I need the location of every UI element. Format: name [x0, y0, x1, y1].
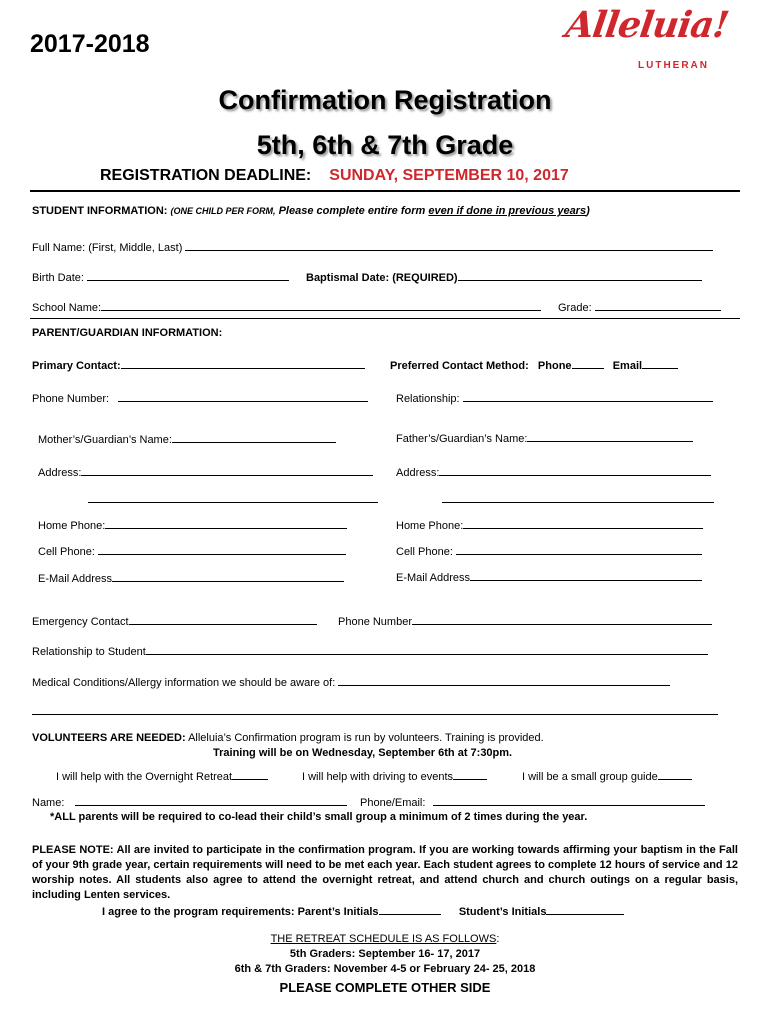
- mother-address-label: Address:: [38, 467, 82, 479]
- emergency-contact-label: Emergency Contact: [32, 616, 129, 628]
- emergency-phone-row: [338, 614, 712, 628]
- parent-initials-field[interactable]: [379, 904, 441, 915]
- emergency-contact-row: [32, 614, 317, 628]
- baptismal-date-label: Baptismal Date: (REQUIRED): [306, 272, 458, 284]
- student-note-end: ): [586, 205, 590, 217]
- full-name-row: [32, 240, 713, 254]
- mother-address-line2[interactable]: [88, 492, 378, 503]
- student-note-main: Please complete entire form: [275, 205, 429, 217]
- school-name-label: School Name:: [32, 302, 102, 314]
- medical-label: Medical Conditions/Allergy information we should be aware of:: [32, 677, 336, 689]
- mother-name-field[interactable]: [172, 432, 336, 443]
- mother-name-label: Mother’s/Guardian’s Name:: [38, 434, 172, 446]
- father-address-label: Address:: [396, 467, 440, 479]
- emergency-relationship-field[interactable]: [146, 644, 708, 655]
- retreat-schedule-heading: [0, 933, 770, 945]
- emergency-phone-label: Phone Number: [338, 616, 412, 628]
- phone-number-label: Phone Number:: [32, 393, 110, 405]
- retreat-heading-colon: :: [496, 933, 500, 945]
- form-title: Confirmation Registration: [218, 85, 552, 115]
- father-address-row: [396, 465, 711, 479]
- mother-home-phone-label: Home Phone:: [38, 520, 106, 532]
- please-note-paragraph: PLEASE NOTE: All are invited to participate in the confirmation program. If you are working towards affirming your baptism in the Fall of your 9th grade year, certain requirements will need to be met each year. Each student agrees to complete 12 hours of service and 12 worship notes. All students also agree to attend the overnight retreat, and attend church and church outings on a regular basis, including Lenten services.: [32, 844, 738, 901]
- complete-other-side: PLEASE COMPLETE OTHER SIDE: [279, 980, 491, 995]
- primary-contact-label: Primary Contact:: [32, 360, 121, 372]
- father-home-phone-field[interactable]: [463, 518, 703, 529]
- volunteer-name-label: Name:: [32, 797, 65, 809]
- father-address-field[interactable]: [439, 465, 711, 476]
- emergency-relationship-label: Relationship to Student: [32, 646, 146, 658]
- emergency-relationship-row: [32, 644, 708, 658]
- driving-option-label: I will help with driving to events: [302, 771, 454, 783]
- parent-initials-label: I agree to the program requirements: Parent’s Initials: [102, 906, 379, 918]
- training-date: Training will be on Wednesday, September 6th at 7:30pm.: [213, 747, 513, 759]
- volunteer-name-field[interactable]: [75, 795, 347, 806]
- retreat-5th-grade: 5th Graders: September 16- 17, 2017: [289, 948, 481, 960]
- mother-home-phone-field[interactable]: [105, 518, 347, 529]
- baptismal-date-field[interactable]: [458, 270, 702, 281]
- student-heading-label: STUDENT INFORMATION:: [32, 205, 168, 217]
- mother-cell-phone-row: [38, 544, 346, 558]
- volunteer-phone-email-row: [360, 795, 705, 809]
- retreat-6th-7th-grade: 6th & 7th Graders: November 4-5 or February 24- 25, 2018: [234, 963, 536, 975]
- small-group-option-field[interactable]: [658, 769, 692, 780]
- phone-number-field[interactable]: [118, 391, 368, 402]
- birth-date-label: Birth Date:: [32, 272, 84, 284]
- phone-option-label: Phone: [537, 360, 572, 372]
- grade-row: [558, 300, 721, 314]
- mother-cell-phone-field[interactable]: [98, 544, 346, 555]
- deadline-label: REGISTRATION DEADLINE:: [100, 167, 312, 184]
- father-email-field[interactable]: [470, 570, 702, 581]
- relationship-label: Relationship:: [396, 393, 460, 405]
- parent-info-heading: PARENT/GUARDIAN INFORMATION:: [32, 327, 223, 339]
- parent-requirement: *ALL parents will be required to co-lead their child’s small group a minimum of 2 times during the year.: [50, 811, 588, 823]
- grade-field[interactable]: [595, 300, 721, 311]
- volunteer-phone-email-label: Phone/Email:: [360, 797, 426, 809]
- retreat-heading-text: THE RETREAT SCHEDULE IS AS FOLLOWS: [270, 933, 497, 945]
- deadline-date: SUNDAY, SEPTEMBER 10, 2017: [329, 167, 569, 184]
- father-address-line2[interactable]: [442, 492, 714, 503]
- emergency-phone-field[interactable]: [412, 614, 712, 625]
- father-home-phone-label: Home Phone:: [396, 520, 464, 532]
- grade-label: Grade:: [558, 302, 592, 314]
- phone-number-row: [32, 391, 368, 405]
- form-subtitle: 5th, 6th & 7th Grade: [256, 130, 514, 160]
- preferred-method-label: Preferred Contact Method:: [390, 360, 529, 372]
- volunteers-heading: VOLUNTEERS ARE NEEDED:: [32, 732, 186, 744]
- medical-field[interactable]: [338, 675, 670, 686]
- birth-date-row: [32, 270, 289, 284]
- preferred-method-row: [390, 358, 678, 372]
- full-name-field[interactable]: [185, 240, 713, 251]
- volunteer-phone-email-field[interactable]: [433, 795, 705, 806]
- retreat-option-field[interactable]: [232, 769, 268, 780]
- mother-email-field[interactable]: [112, 571, 344, 582]
- mother-address-row: [38, 465, 373, 479]
- student-info-heading: [32, 205, 590, 217]
- agreement-row: [102, 904, 624, 918]
- email-option-field[interactable]: [642, 358, 678, 369]
- driving-option-row: [302, 769, 487, 783]
- small-group-option-label: I will be a small group guide: [522, 771, 658, 783]
- alleluia-logo: [560, 2, 735, 74]
- volunteers-row: [32, 732, 544, 744]
- primary-contact-field[interactable]: [121, 358, 365, 369]
- father-email-row: [396, 570, 702, 584]
- father-cell-phone-label: Cell Phone:: [396, 546, 453, 558]
- relationship-row: [396, 391, 713, 405]
- form-year: 2017-2018: [30, 30, 150, 58]
- retreat-option-row: [56, 769, 268, 783]
- full-name-label: Full Name: (First, Middle, Last): [32, 242, 183, 254]
- student-note-underlined: even if done in previous years: [428, 205, 587, 217]
- father-name-field[interactable]: [527, 431, 693, 442]
- registration-deadline: [100, 167, 569, 185]
- mother-home-phone-row: [38, 518, 347, 532]
- student-initials-label: Student’s Initials: [458, 906, 547, 918]
- mother-name-row: [38, 432, 336, 446]
- father-cell-phone-row: [396, 544, 702, 558]
- baptismal-date-row: [306, 270, 702, 284]
- primary-contact-row: [32, 358, 365, 372]
- small-group-option-row: [522, 769, 692, 783]
- birth-date-field[interactable]: [87, 270, 289, 281]
- medical-line2[interactable]: [32, 704, 718, 715]
- phone-option-field[interactable]: [572, 358, 604, 369]
- medical-row: [32, 675, 670, 689]
- student-note-small: (ONE CHILD PER FORM,: [170, 206, 276, 216]
- mother-address-field[interactable]: [81, 465, 373, 476]
- logo-script: Alleluia!: [563, 4, 731, 46]
- mother-email-label: E-Mail Address: [38, 573, 112, 585]
- father-cell-phone-field[interactable]: [456, 544, 702, 555]
- driving-option-field[interactable]: [453, 769, 487, 780]
- father-email-label: E-Mail Address: [396, 572, 470, 584]
- school-name-field[interactable]: [101, 300, 541, 311]
- school-name-row: [32, 300, 541, 314]
- father-home-phone-row: [396, 518, 703, 532]
- father-name-label: Father’s/Guardian’s Name:: [396, 433, 528, 445]
- volunteers-intro: Alleluia’s Confirmation program is run by volunteers. Training is provided.: [188, 732, 544, 744]
- student-initials-field[interactable]: [546, 904, 624, 915]
- email-option-label: Email: [612, 360, 643, 372]
- header-divider: [30, 190, 740, 192]
- father-name-row: [396, 431, 693, 445]
- emergency-contact-field[interactable]: [129, 614, 317, 625]
- logo-subtitle: LUTHERAN: [638, 60, 709, 71]
- mother-email-row: [38, 571, 344, 585]
- mother-cell-phone-label: Cell Phone:: [38, 546, 95, 558]
- student-divider: [30, 318, 740, 319]
- retreat-option-label: I will help with the Overnight Retreat: [56, 771, 233, 783]
- volunteer-name-row: [32, 795, 347, 809]
- relationship-field[interactable]: [463, 391, 713, 402]
